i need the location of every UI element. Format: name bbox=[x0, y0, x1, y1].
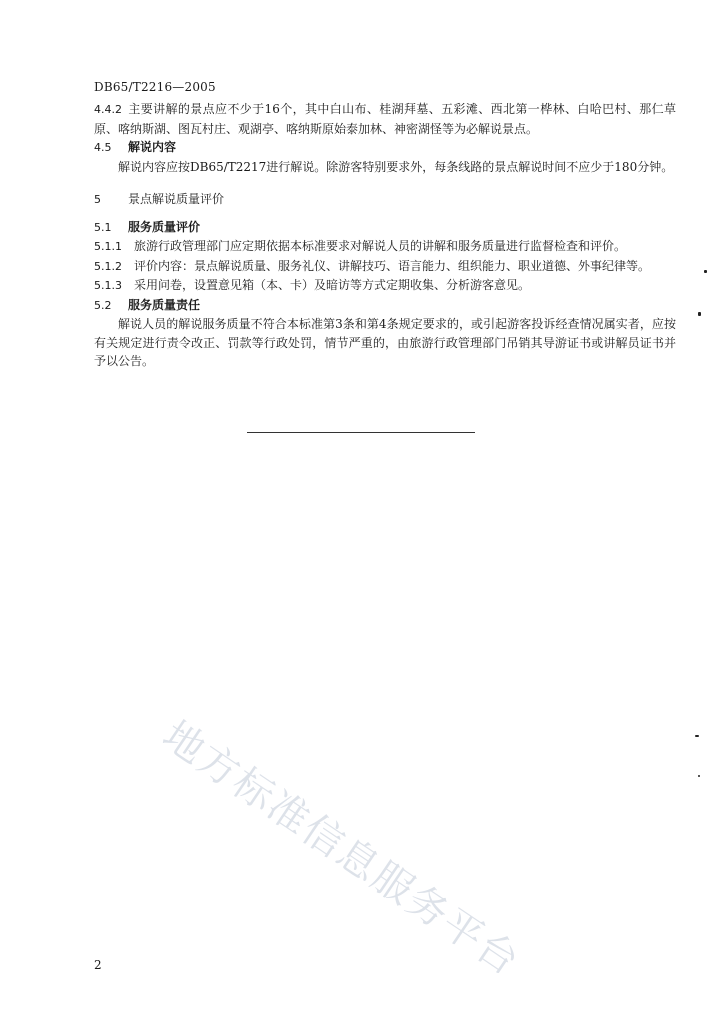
watermark: 地方标准信息服务平台 bbox=[154, 712, 529, 986]
clause-5-2-heading bbox=[94, 296, 676, 316]
page-number: 2 bbox=[94, 958, 102, 972]
clause-text: 主要讲解的景点应不少于16个，其中白山布、桂湖拜墓、五彩滩、西北第一桦林、白哈巴村、那仁草原、喀纳斯湖、图瓦村庄、观湖亭、喀纳斯原始泰加林、神密湖怪等为必解说景点。 bbox=[94, 102, 676, 136]
clause-number: 5.1.1 bbox=[94, 240, 122, 253]
section-5-heading bbox=[94, 190, 676, 210]
clause-title: 服务质量责任 bbox=[128, 297, 201, 312]
clause-number: 4.4.2 bbox=[94, 103, 122, 116]
document-body bbox=[94, 100, 676, 371]
clause-text: 评价内容：景点解说质量、服务礼仪、讲解技巧、语言能力、组织能力、职业道德、外事纪律等。 bbox=[134, 258, 651, 273]
clause-text: 采用问卷，设置意见箱（本、卡）及暗访等方式定期收集、分析游客意见。 bbox=[134, 278, 531, 292]
clause-5-1-heading bbox=[94, 218, 676, 238]
clause-5-1-2 bbox=[94, 257, 676, 277]
clause-4-4-2 bbox=[94, 100, 676, 138]
clause-5-2-text: 解说人员的解说服务质量不符合本标准第3条和第4条规定要求的，或引起游客投诉经查情况属实者，应按有关规定进行责令改正、罚款等行政处罚，情节严重的，由旅游行政管理部门吊销其导游证书或讲解员证书并予以公告。 bbox=[94, 317, 676, 368]
clause-number: 5.1.2 bbox=[94, 259, 122, 273]
clause-number: 4.5 bbox=[94, 141, 112, 154]
clause-5-1-3 bbox=[94, 276, 676, 296]
clause-title: 服务质量评价 bbox=[128, 219, 201, 234]
section-number: 5 bbox=[94, 193, 101, 206]
clause-4-5-heading bbox=[94, 138, 676, 158]
scan-speck bbox=[698, 775, 700, 777]
clause-number: 5.1.3 bbox=[94, 279, 122, 292]
clause-5-1-1 bbox=[94, 237, 676, 257]
section-title: 景点解说质量评价 bbox=[128, 192, 225, 206]
clause-number: 5.2 bbox=[94, 298, 112, 312]
clause-title: 解说内容 bbox=[128, 140, 177, 154]
scan-speck bbox=[704, 270, 707, 273]
end-rule bbox=[247, 432, 475, 433]
clause-text: 旅游行政管理部门应定期依据本标准要求对解说人员的讲解和服务质量进行监督检查和评价。 bbox=[134, 239, 627, 253]
scan-speck bbox=[698, 312, 701, 316]
clause-4-5-text: 解说内容应按DB65/T2217进行解说。除游客特别要求外，每条线路的景点解说时间不应少于180分钟。 bbox=[118, 159, 674, 174]
scan-speck bbox=[695, 735, 699, 737]
standard-code: DB65/T2216—2005 bbox=[94, 80, 216, 94]
clause-number: 5.1 bbox=[94, 220, 112, 234]
